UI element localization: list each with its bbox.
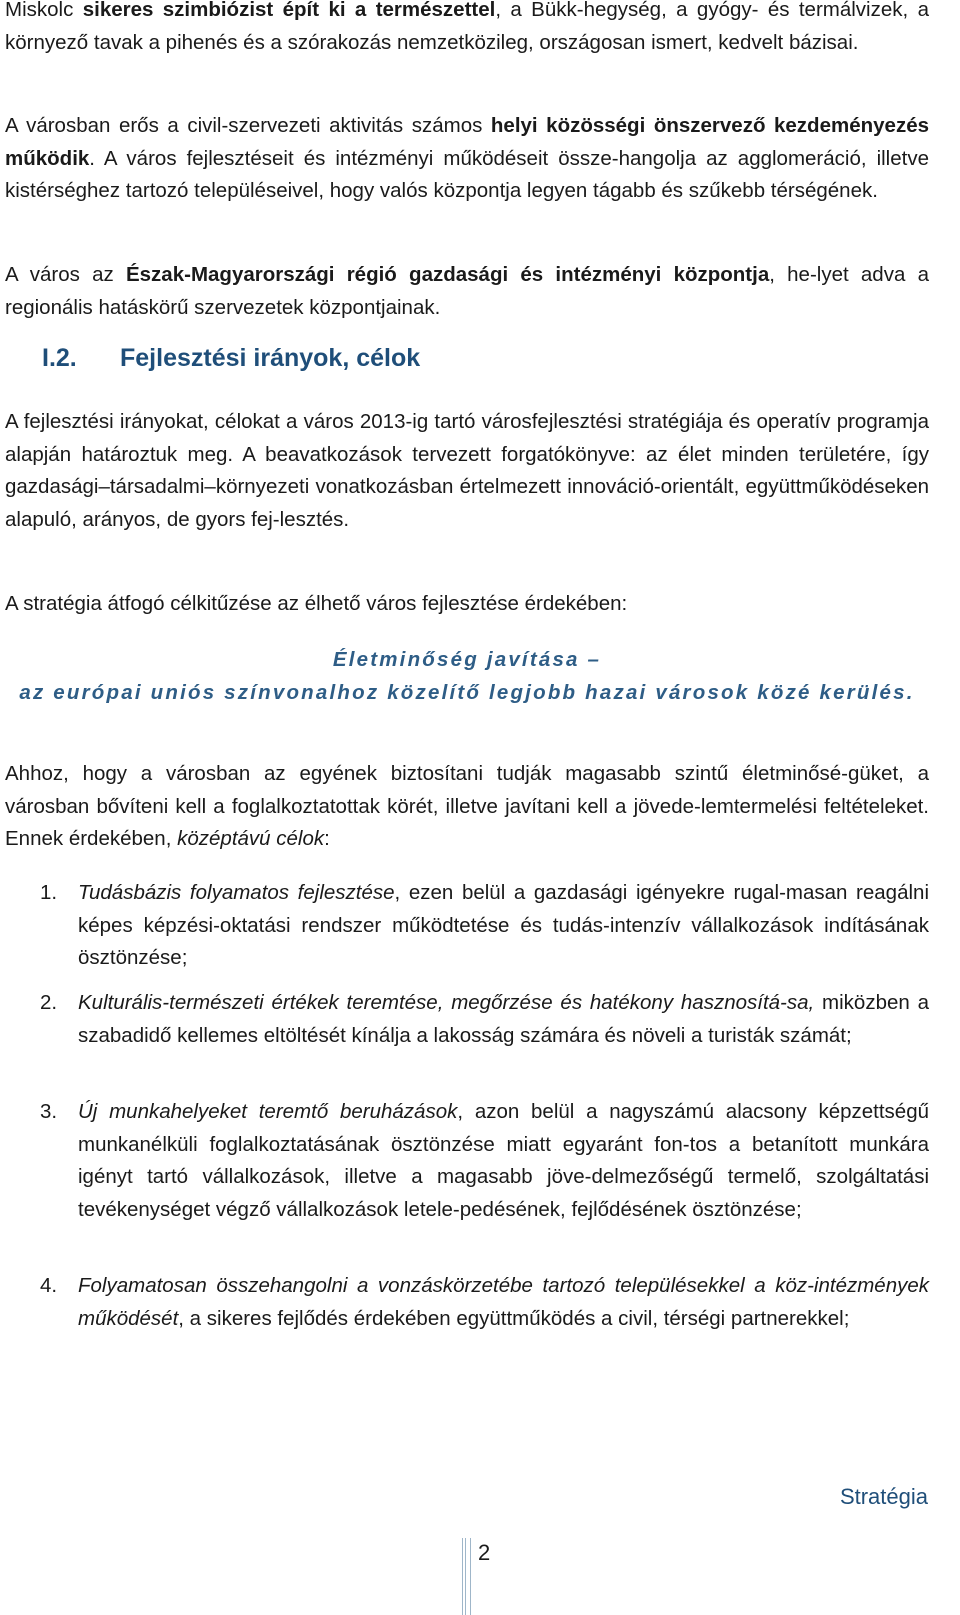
section-heading [42,344,420,373]
text: miközben a szabadidő kellemes eltöltését kínálja a lakosság számára és növeli a turisták számát; [78,991,929,1047]
section-title: Fejlesztési irányok, célok [120,344,421,372]
list-item-text [78,987,929,1052]
paragraph-midterm-goals-intro [5,758,929,856]
text: , he-lyet adva a regionális hatáskörű szervezetek központjainak. [5,263,929,319]
paragraph-development-directions [5,406,929,536]
text: A városban erős a civil-szervezeti aktivitás számos [5,114,491,137]
list-item-number: 3. [40,1100,58,1123]
bold-text: sikeres szimbiózist épít ki a természettel [82,0,496,21]
bold-text: helyi közösségi önszervező kezdeményezés működik [5,114,929,170]
italic-text: középtávú célok [177,827,325,851]
goal-line-2: az európai uniós színvonalhoz közelítő legjobb hazai városok közé kerülés. [19,681,915,704]
italic-text: Új munkahelyeket teremtő beruházások [78,1100,458,1123]
footer-section-label: Stratégia [839,1484,928,1509]
italic-text: Tudásbázis folyamatos fejlesztése [78,881,395,904]
list-item-text [78,1096,929,1226]
text: A fejlesztési irányokat, célokat a város 2013-ig tartó városfejlesztési stratégiája és operatív programja alapján határoztuk meg. A beavatkozások tervezett forgatókönyve: az élet minden területére, így gazdasági–társadalmi–környezeti vonatkozásban értelmezett innováció-orientált, együttműködéseken alapuló, arányos, de gyors fej-lesztés. [5,410,929,531]
footer-divider [462,1538,471,1615]
text: , a sikeres fejlődés érdekében együttműködés a civil, térségi partnerekkel; [178,1306,850,1330]
italic-text: Kulturális-természeti értékek teremtése, megőrzése és hatékony hasznosítá-sa, [78,991,815,1014]
list-item-text [78,1270,929,1335]
strategic-goal [5,643,929,709]
paragraph-strategy-goal-intro [5,588,929,621]
text: . A város fejlesztéseit és intézményi működéseit össze-hangolja az agglomeráció, illetve kistérséghez tartozó településeivel, hogy valós központja legyen tágabb és szűkebb térségének. [5,146,929,203]
text: A város az [5,263,126,286]
text: A stratégia átfogó célkitűzése az élhető város fejlesztése érdekében: [5,592,628,615]
list-item-number: 2. [40,991,58,1014]
list-item-text [78,877,929,975]
text: , azon belül a nagyszámú alacsony képzettségű munkanélküli foglalkoztatásának ösztönzése miatt egyaránt fon-tos a betanított munkára igényt tartó vállalkozások, illetve a magasabb jöve-delmezőségű termelő, szolgáltatási tevékenységet végző vállalkozások letele-pedésének, fejlődésének ösztönzése; [78,1100,930,1221]
bold-text: Észak-Magyarországi régió gazdasági és intézményi központja [125,263,770,286]
list-item-number: 1. [40,881,58,904]
list-item-number: 4. [40,1274,58,1297]
text: , a Bükk-hegység, a gyógy- és termálvizek, a környező tavak a pihenés és a szórakozás nemzetközileg, országosan ismert, kedvelt bázisai. [5,0,929,54]
section-number: I.2. [42,344,77,372]
text: Miskolc [5,0,83,21]
paragraph-miskolc-intro [5,0,929,59]
text: Ahhoz, hogy a városban az egyének biztosítani tudják magasabb szintű életminősé-güket, a városban bővíteni kell a foglalkoztatottak körét, illetve javítani kell a jövede-lemtermelési feltételeket. Ennek érdekében, [5,762,929,851]
text: , ezen belül a gazdasági igényekre rugal-masan reagálni képes képzési-oktatási rendszer működtetése és tudás-intenzív vállalkozások indításának ösztönzése; [78,881,929,970]
page-number: 2 [478,1540,491,1565]
italic-text: Folyamatosan összehangolni a vonzáskörzetébe tartozó településekkel a köz-intézmények működését [78,1274,929,1330]
paragraph-regional-center [5,259,929,324]
text: : [324,827,330,851]
goal-line-1: Életminőség javítása – [332,648,602,671]
paragraph-civil-activity [5,110,929,208]
